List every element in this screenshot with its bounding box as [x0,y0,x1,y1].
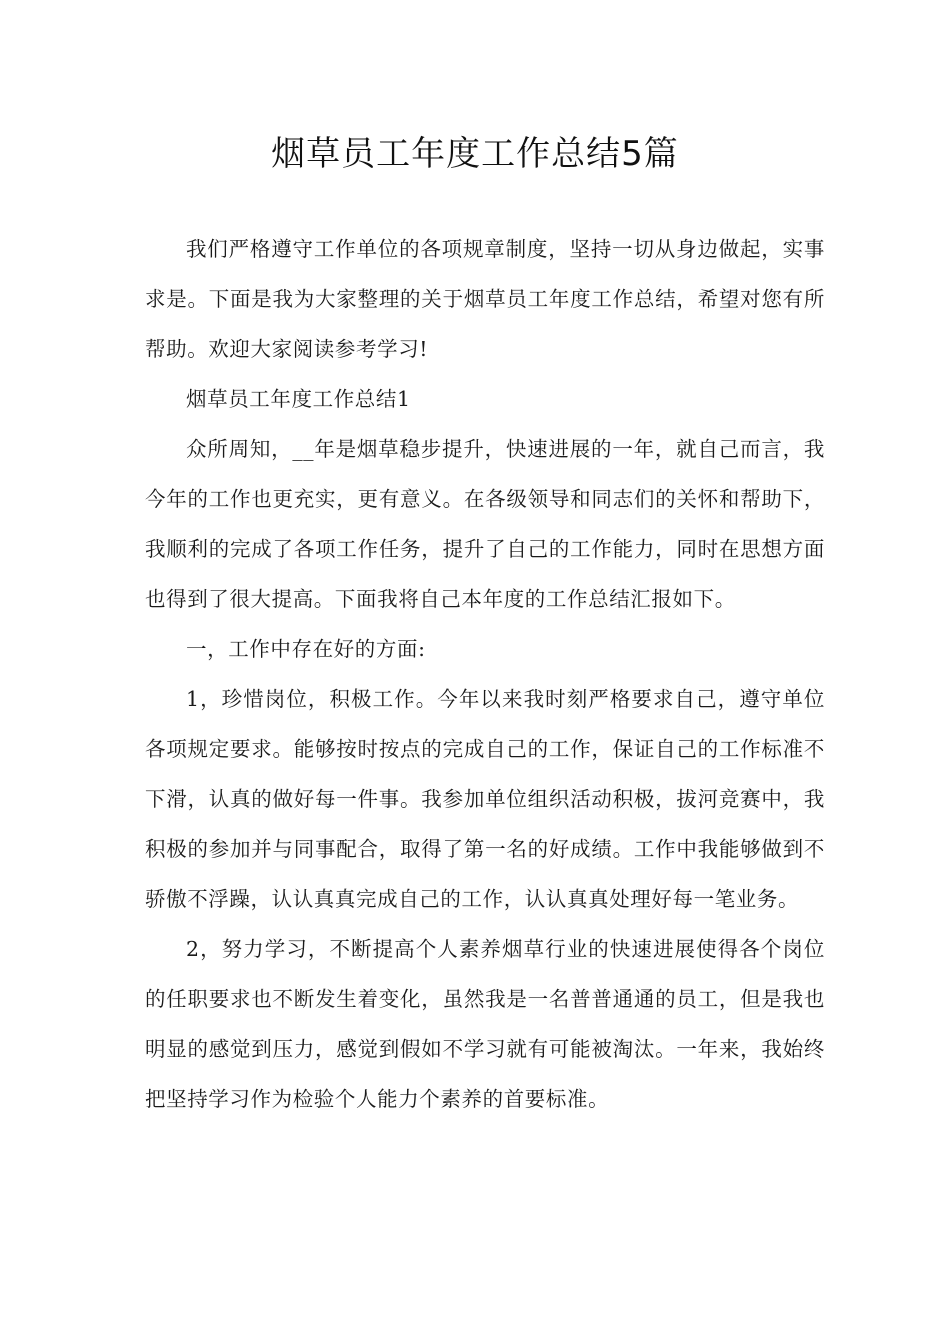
intro-paragraph: 我们严格遵守工作单位的各项规章制度，坚持一切从身边做起，实事求是。下面是我为大家整理的关于烟草员工年度工作总结，希望对您有所帮助。欢迎大家阅读参考学习! [145,237,825,361]
body-paragraph: 众所周知，__年是烟草稳步提升，快速进展的一年，就自己而言，我今年的工作也更充实，更有意义。在各级领导和同志们的关怀和帮助下，我顺利的完成了各项工作任务，提升了自己的工作能力，同时在思想方面也得到了很大提高。下面我将自己本年度的工作总结汇报如下。 [145,437,825,611]
body-paragraph: 1，珍惜岗位，积极工作。今年以来我时刻严格要求自己，遵守单位各项规定要求。能够按时按点的完成自己的工作，保证自己的工作标准不下滑，认真的做好每一件事。我参加单位组织活动积极，拔河竞赛中，我积极的参加并与同事配合，取得了第一名的好成绩。工作中我能够做到不骄傲不浮躁，认认真真完成自己的工作，认认真真处理好每一笔业务。 [145,687,825,911]
body-paragraph: 2，努力学习，不断提高个人素养烟草行业的快速进展使得各个岗位的任职要求也不断发生着变化，虽然我是一名普普通通的员工，但是我也明显的感觉到压力，感觉到假如不学习就有可能被淘汰。一年来，我始终把坚持学习作为检验个人能力个素养的首要标准。 [145,937,825,1111]
document-title: 烟草员工年度工作总结5篇 [271,134,679,174]
section-heading: 烟草员工年度工作总结1 [186,387,411,411]
document-body [145,224,825,1124]
subsection-heading: 一，工作中存在好的方面: [186,637,426,661]
